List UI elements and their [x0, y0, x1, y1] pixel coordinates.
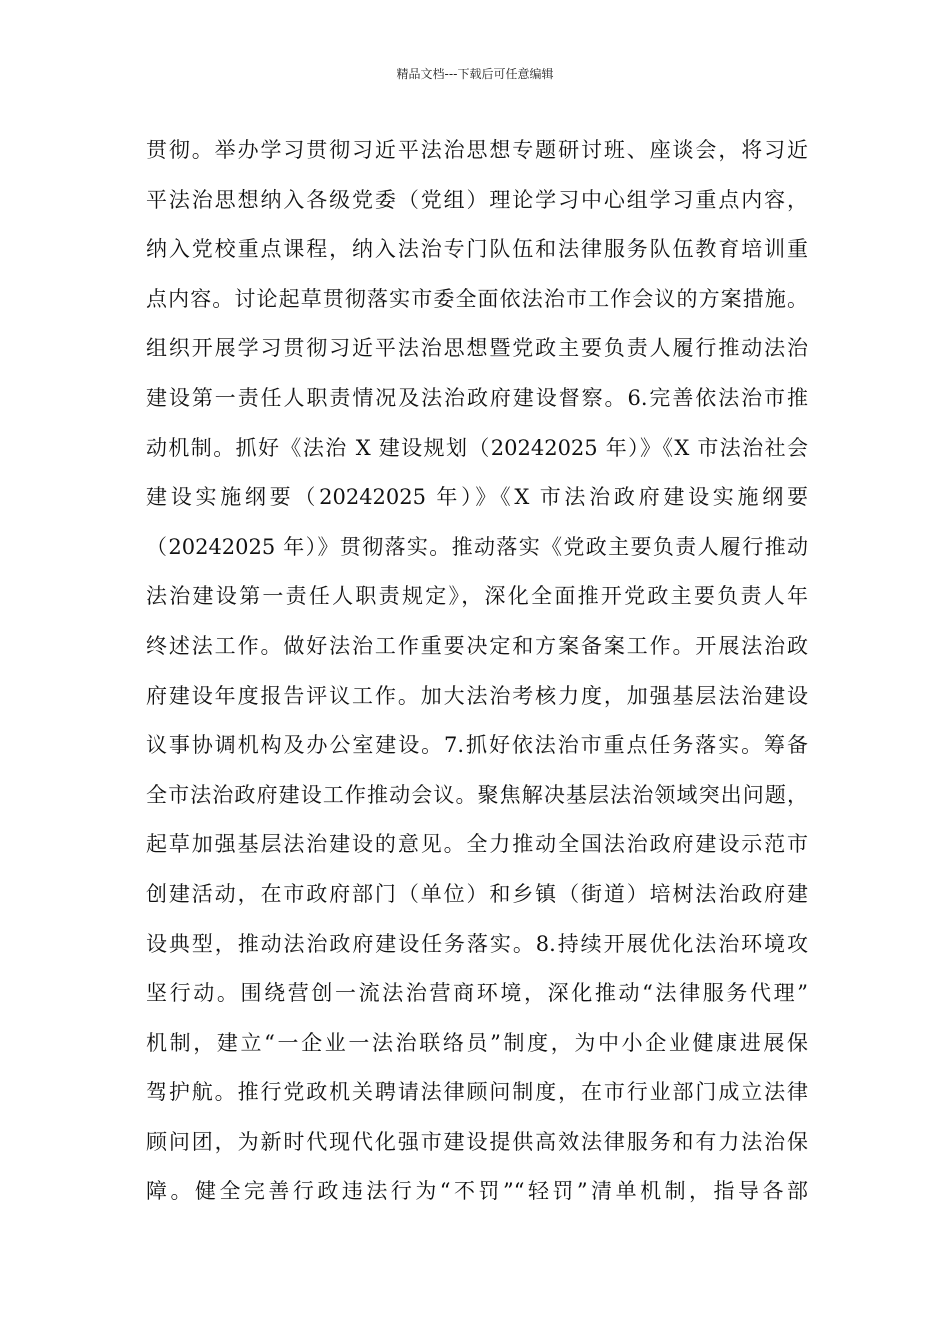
text-line: （20242025 年）》贯彻落实。推动落实《党政主要负责人履行推动	[146, 534, 808, 559]
text-line: 建设实施纲要（20242025 年）》《X 市法治政府建设实施纲要	[146, 485, 808, 510]
text-line: 顾问团，为新时代现代化强市建设提供高效法律服务和有力法治保	[146, 1129, 808, 1154]
text-line: 创建活动，在市政府部门（单位）和乡镇（街道）培树法治政府建	[146, 881, 808, 906]
text-line: 终述法工作。做好法治工作重要决定和方案备案工作。开展法治政	[146, 633, 808, 658]
body-text	[146, 130, 808, 1221]
text-line: 机制，建立“一企业一法治联络员”制度，为中小企业健康进展保	[146, 1030, 808, 1055]
text-line: 点内容。讨论起草贯彻落实市委全面依法治市工作会议的方案措施。	[146, 286, 808, 311]
text-line: 全市法治政府建设工作推动会议。聚焦解决基层法治领域突出问题，	[146, 782, 808, 807]
text-line: 设典型，推动法治政府建设任务落实。8.持续开展优化法治环境攻	[146, 931, 808, 956]
text-line: 坚行动。围绕营创一流法治营商环境，深化推动“法律服务代理”	[146, 981, 808, 1006]
text-line: 起草加强基层法治建设的意见。全力推动全国法治政府建设示范市	[146, 832, 808, 857]
text-line: 组织开展学习贯彻习近平法治思想暨党政主要负责人履行推动法治	[146, 336, 808, 361]
text-line: 驾护航。推行党政机关聘请法律顾问制度，在市行业部门成立法律	[146, 1080, 808, 1105]
text-line: 法治建设第一责任人职责规定》，深化全面推开党政主要负责人年	[146, 584, 808, 609]
text-line: 贯彻。举办学习贯彻习近平法治思想专题研讨班、座谈会，将习近	[146, 138, 808, 162]
text-line: 平法治思想纳入各级党委（党组）理论学习中心组学习重点内容，	[146, 187, 808, 212]
text-line: 建设第一责任人职责情况及法治政府建设督察。6.完善依法治市推	[146, 385, 808, 410]
text-line: 府建设年度报告评议工作。加大法治考核力度，加强基层法治建设	[146, 683, 808, 708]
text-line: 议事协调机构及办公室建设。7.抓好依法治市重点任务落实。筹备	[146, 733, 808, 758]
text-line: 障。健全完善行政违法行为“不罚”“轻罚”清单机制，指导各部	[146, 1179, 808, 1204]
text-line: 动机制。抓好《法治 X 建设规划（20242025 年）》《X 市法治社会	[146, 435, 808, 460]
page-header: 精品文档---下载后可任意编辑	[396, 67, 554, 81]
text-line: 纳入党校重点课程，纳入法治专门队伍和法律服务队伍教育培训重	[146, 237, 808, 262]
